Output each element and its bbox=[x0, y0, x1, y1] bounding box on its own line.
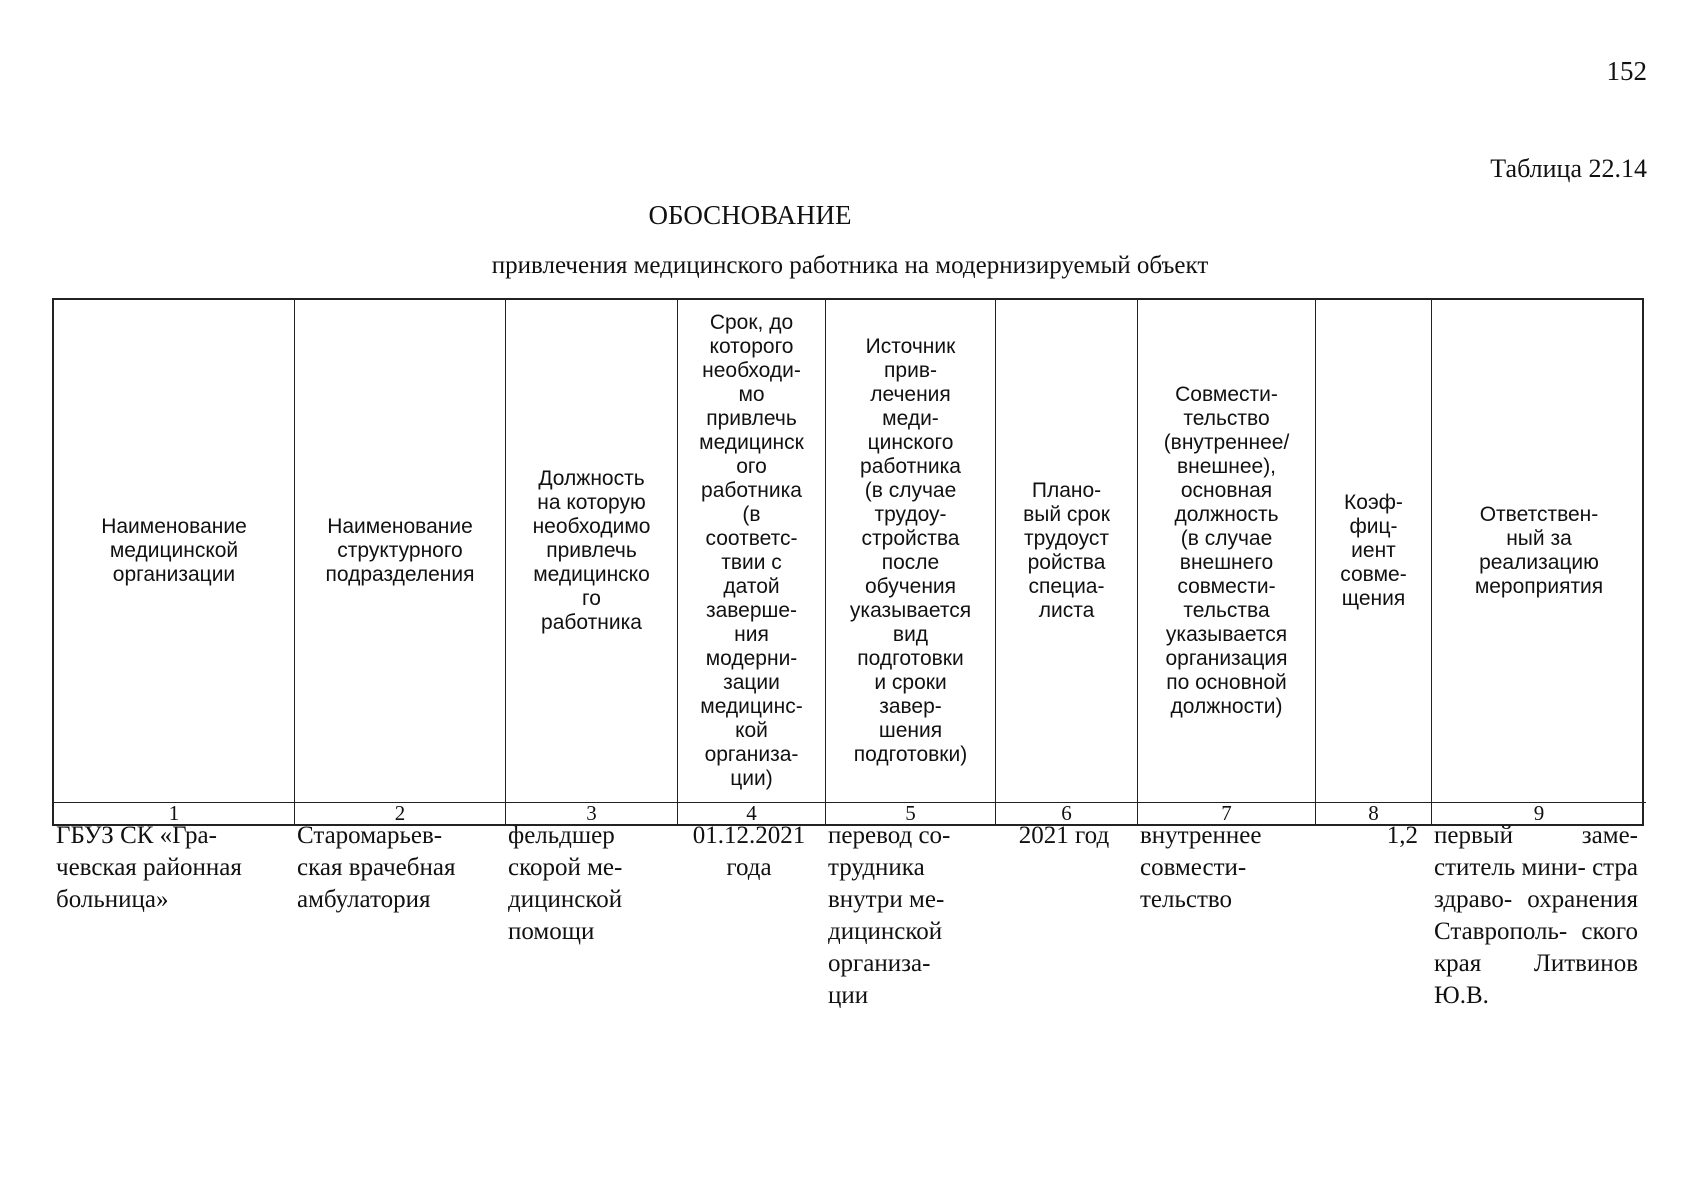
column-number: 2 bbox=[295, 802, 506, 824]
cell-planned-date: 2021 год bbox=[1018, 822, 1110, 849]
header-cell-source: Источник прив- лечения меди- цинского работника (в случае трудоу- стройства после обучения указывается вид подготовки и сроки завер- шения подготовки) bbox=[826, 300, 996, 802]
header-cell-planned-date: Плано- вый срок трудоуст ройства специа- листа bbox=[996, 300, 1138, 802]
cell-source: перевод со- трудника внутри ме- дицинской организа- ции bbox=[828, 822, 951, 1009]
column-number: 6 bbox=[996, 802, 1138, 824]
header-cell-organization: Наименование медицинской организации bbox=[54, 300, 295, 802]
table-row bbox=[52, 820, 1644, 1012]
header-cell-combination: Совмести- тельство (внутреннее/ внешнее), основная должность (в случае внешнего совмести- тельства указывается организация по основной должности) bbox=[1138, 300, 1316, 802]
document-subtitle: привлечения медицинского работника на модернизируемый объект bbox=[491, 252, 1209, 279]
cell-responsible: первый заме- ститель мини- стра здраво- охранения Ставрополь- ского края Литвинов Ю.В. bbox=[1434, 822, 1639, 1009]
header-cell-position: Должность на которую необходимо привлечь медицинско го работника bbox=[506, 300, 678, 802]
table-reference: Таблица 22.14 bbox=[1490, 154, 1647, 183]
cell-coefficient: 1,2 bbox=[1386, 822, 1418, 849]
table-header bbox=[52, 298, 1644, 826]
header-cell-deadline: Срок, до которого необходи- мо привлечь медицинск ого работника (в соответс- твии с датой заверше- ния модерни- зации медицинс- кой организа- ции) bbox=[678, 300, 826, 802]
header-cell-responsible: Ответствен- ный за реализацию мероприятия bbox=[1474, 503, 1604, 598]
column-number: 9 bbox=[1432, 802, 1646, 824]
column-number: 4 bbox=[678, 802, 826, 824]
cell-deadline: 01.12.2021 года bbox=[692, 822, 806, 881]
cell-position: фельдшер скорой ме- дицинской помощи bbox=[508, 822, 623, 945]
header-cell-coefficient: Коэф- фиц- иент совме- щения bbox=[1316, 300, 1432, 802]
cell-subdivision: Старомарьев- ская врачебная амбулатория bbox=[297, 822, 456, 913]
column-number: 1 bbox=[54, 802, 295, 824]
cell-organization: ГБУЗ СК «Гра- чевская районная больница» bbox=[56, 822, 242, 913]
column-number: 3 bbox=[506, 802, 678, 824]
page-number: 152 bbox=[1606, 56, 1647, 86]
header-cell-subdivision: Наименование структурного подразделения bbox=[295, 300, 506, 802]
cell-combination: внутреннее совмести- тельство bbox=[1140, 822, 1262, 913]
document-title: ОБОСНОВАНИЕ bbox=[648, 200, 852, 230]
column-number: 7 bbox=[1138, 802, 1316, 824]
column-number: 8 bbox=[1316, 802, 1432, 824]
column-number: 5 bbox=[826, 802, 996, 824]
